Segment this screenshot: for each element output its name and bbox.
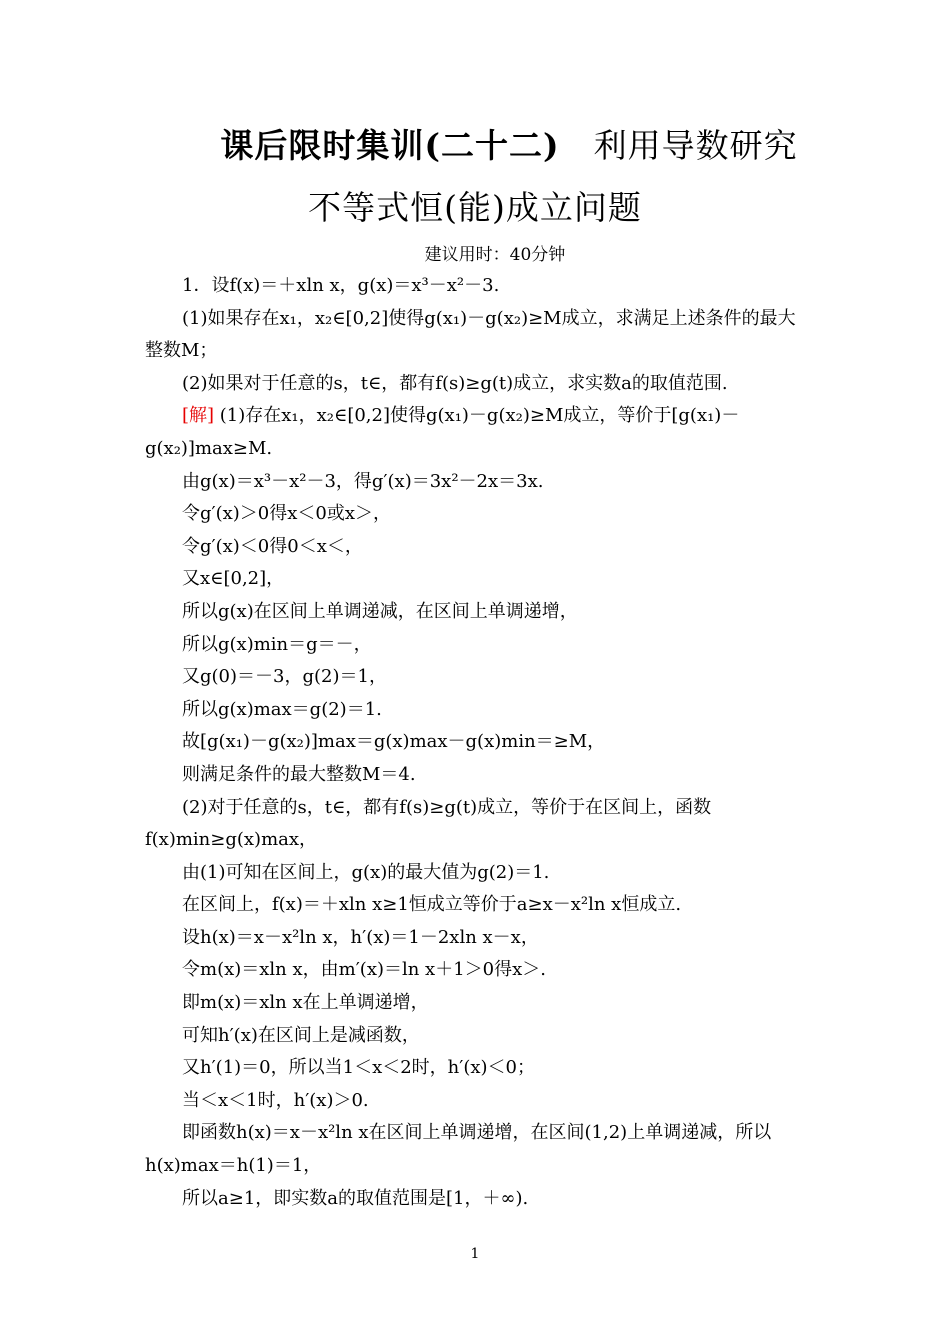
line-text: (2)对于任意的s，t∈，都有f(s)≥g(t)成立，等价于在区间上，函数 [182,796,712,818]
line-text: 由(1)可知在区间上，g(x)的最大值为g(2)＝1. [182,861,550,883]
line-text: 由g(x)＝x³－x²－3，得g′(x)＝3x²－2x＝3x. [182,470,544,492]
text-line [145,792,810,825]
page-title-line-2: 不等式恒(能)成立问题 [308,188,642,227]
text-line [145,954,810,987]
line-text: 所以g(x)min＝g＝－， [182,633,372,655]
line-text: 设h(x)＝x－x²ln x，h′(x)＝1－2xln x－x， [182,926,539,948]
line-text: 整数M； [145,340,218,362]
line-text: 所以g(x)max＝g(2)＝1. [182,698,382,720]
suggested-time: 建议用时：40分钟 [424,245,566,265]
text-line [145,694,810,727]
text-line [145,1052,810,1085]
text-line [145,1085,810,1118]
line-text: (1)如果存在x₁，x₂∈[0,2]使得g(x₁)－g(x₂)≥M成立，求满足上述条件的最大 [182,307,796,329]
text-line [145,726,810,759]
text-line [145,629,810,662]
text-line [145,857,810,890]
line-text: (1)存在x₁，x₂∈[0,2]使得g(x₁)－g(x₂)≥M成立，等价于[g(x₁)－ [214,405,740,427]
solution-tag: [解] [182,405,215,427]
page-title-line-1 [0,120,950,167]
text-line [145,531,810,564]
text-line [145,1150,810,1183]
line-text: 当＜x＜1时，h′(x)＞0. [182,1089,369,1111]
line-text: 又h′(1)＝0，所以当1＜x＜2时，h′(x)＜0； [182,1057,536,1079]
line-text: 所以a≥1，即实数a的取值范围是[1，＋∞). [182,1187,529,1209]
line-text: 又g(0)＝－3，g(2)＝1， [182,666,387,688]
text-line [145,661,810,694]
text-line [145,563,810,596]
line-text: 即m(x)＝xln x在上单调递增， [182,992,429,1014]
document-body [145,270,810,1215]
line-text: 1．设f(x)＝＋xln x，g(x)＝x³－x²－3. [182,275,500,296]
line-text: 可知h′(x)在区间上是减函数， [182,1024,420,1046]
text-line [145,596,810,629]
line-text: 所以g(x)在区间上单调递减，在区间上单调递增， [182,600,578,622]
line-text: f(x)min≥g(x)max， [145,829,318,851]
text-line [145,1183,810,1216]
line-text: 又x∈[0,2]， [182,568,285,590]
text-line [145,400,810,433]
line-text: (2)如果对于任意的s，t∈，都有f(s)≥g(t)成立，求实数a的取值范围. [182,372,728,394]
line-text: g(x₂)]max≥M. [145,437,273,459]
text-line [145,987,810,1020]
line-text: 在区间上，f(x)＝＋xln x≥1恒成立等价于a≥x－x²ln x恒成立. [182,894,682,916]
text-line [145,889,810,922]
line-text: 令g′(x)＞0得x＜0或x＞， [182,503,392,525]
line-text: 则满足条件的最大整数M＝4. [182,763,416,785]
line-text: 故[g(x₁)－g(x₂)]max＝g(x)max－g(x)min＝≥M， [182,731,606,753]
text-line [145,759,810,792]
text-line [145,368,810,401]
text-line [145,1117,810,1150]
title-topic: 利用导数研究 [593,126,798,165]
text-line [145,922,810,955]
text-line [145,433,810,466]
page-number: 1 [470,1246,480,1262]
line-text: 令g′(x)＜0得0＜x＜， [182,535,363,557]
text-line [145,1020,810,1053]
line-text: h(x)max＝h(1)＝1， [145,1155,322,1177]
title-series: 课后限时集训(二十二) [220,126,560,165]
text-line [145,498,810,531]
text-line [145,824,810,857]
text-line [145,303,810,336]
text-line [145,270,810,303]
text-line [145,466,810,499]
line-text: 令m(x)＝xln x，由m′(x)＝ln x＋1＞0得x＞. [182,959,546,981]
line-text: 即函数h(x)＝x－x²ln x在区间上单调递增，在区间(1,2)上单调递减，所以 [182,1122,772,1144]
text-line [145,335,810,368]
